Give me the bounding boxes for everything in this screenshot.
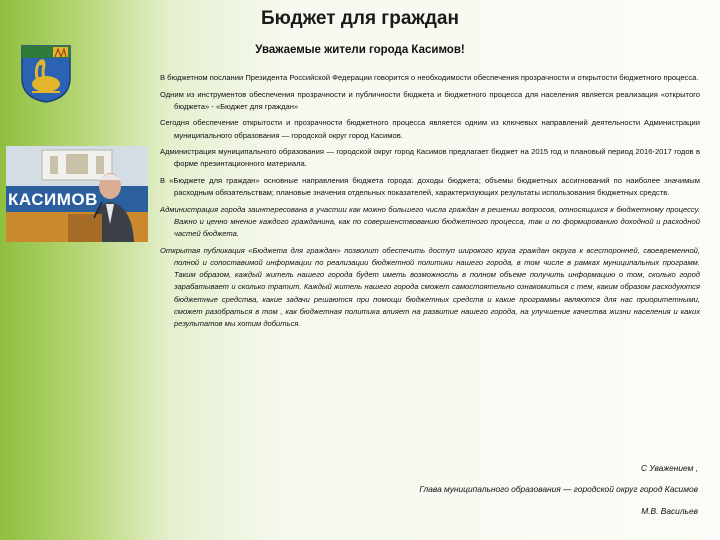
photo-banner-text: КАСИМОВ [8,190,98,209]
italic-paragraph: Администрация города заинтересована в участии как можно большего числа граждан в решении вопросов, относящихся к бюджетному процессу. Важно и ценно мнение каждого гражданина, как по совершенствованию бюджетного процесса, так и по формированию доходной и расходной частей бюджета. [160,204,700,239]
paragraph: Администрация муниципального образования — городской округ город Касимов предлагает бюджет на 2015 год и плановый период 2016-2017 годов в форме презинтационного материала. [160,147,700,169]
paragraph: В бюджетном послании Президента Российской Федерации говорится о необходимости обеспечения прозрачности и открытости бюджетного процесса. [160,73,699,82]
signature-position: Глава муниципального образования — городской округ город Касимов [419,484,698,494]
paragraph: Одним из инструментов обеспечения прозрачности и публичности бюджета и бюджетного процесса для населения является реализация «открытого бюджета» - «Бюджет для граждан» [160,89,700,111]
paragraph: В «Бюджете для граждан» основные направления бюджета города: доходы бюджета; объемы бюджетных ассигнований по наиболее значимым расходным обязательствам; плановые значения отдельных показателей, характеризующих результаты использования бюджетных средств. [160,175,700,198]
italic-paragraph: Открытая публикация «Бюджета для граждан» позволит обеспечить доступ широкого круга граждан округа к всесторонней, своевременной, полной и сопоставимой информации по реализации бюджетной политики нашего города, в том числе в рамках муниципальных программ. Таким образом, каждый житель нашего города будет иметь возможность в полном объеме получить информацию о том, сколько город зарабатывает и сколько тратит. Каждый житель нашего города сможет самостоятельно ознакомиться с тем, каким образом расходуются бюджетные средства, какие задачи решаются при помощи бюджетных средств и какие программы являются для нас приоритетными, сможет разобраться в том , как бюджетная политика влияет на развитие нашего города, на улучшение качества жизни населения и каких результатов мы хотим добиться. [160,245,700,328]
page-subtitle: Уважаемые жители города Касимов! [255,44,465,56]
coat-of-arms-icon [20,44,72,104]
paragraph: Сегодня обеспечение открытости и прозрачности бюджетного процесса является одним из ключевых направлений деятельности Администрации муниципального образования — городской округ город Касимов. [160,118,700,140]
page-title: Бюджет для граждан [261,8,459,29]
letter-body [160,72,700,335]
signature-greeting: С Уважением , [640,463,698,473]
signature-name: М.В. Васильев [641,506,698,516]
speaker-photo [6,146,148,242]
